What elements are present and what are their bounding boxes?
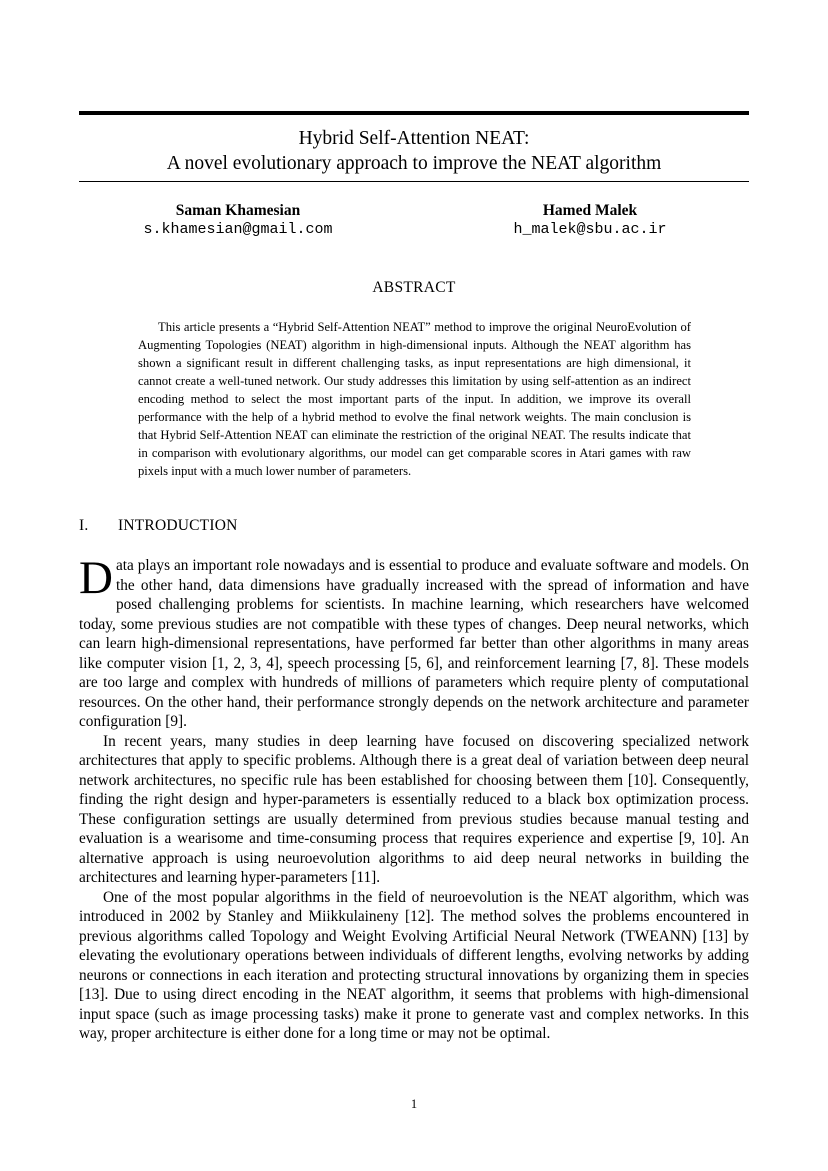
author-block-1 bbox=[118, 201, 358, 240]
author-name: Hamed Malek bbox=[542, 202, 638, 219]
paragraph-1 bbox=[79, 552, 749, 732]
title-line-1: Hybrid Self-Attention NEAT: bbox=[298, 128, 530, 149]
abstract-text: This article presents a “Hybrid Self-Attention NEAT” method to improve the original NeuroEvolution of Augmenting Topologies (NEAT) algorithm in high-dimensional inputs. Although the NEAT algorithm has shown a significant result in different challenging tasks, as input representations are high dimensional, it cannot create a well-tuned network. Our study addresses this limitation by using self-attention as an indirect encoding method to select the most important parts of the input. In addition, we improve its overall performance with the help of a hybrid method to evolve the final network weights. The main conclusion is that Hybrid Self-Attention NEAT can eliminate the restriction of the original NEAT. The results indicate that in comparison with evolutionary algorithms, our model can get comparable scores in Atari games with raw pixels input with a much lower number of parameters. bbox=[138, 320, 691, 478]
paper-title bbox=[79, 126, 749, 176]
section-title: INTRODUCTION bbox=[118, 517, 238, 534]
paragraph-2: In recent years, many studies in deep learning have focused on discovering specialized network architectures that apply to specific problems. Although there is a great deal of variation between deep neural network architectures, no specific rule has been established for choosing between them [10]. Consequently, finding the right design and hyper-parameters is essentially reduced to a black box optimization process. These configuration settings are usually determined from previous studies because manual testing and evaluation is a wearisome and time-consuming process that requires experience and expertise [9, 10]. An alternative approach is using neuroevolution algorithms to aid deep neural networks in building the architectures and learning hyper-parameters [11]. bbox=[79, 732, 749, 886]
author-name: Saman Khamesian bbox=[175, 202, 301, 219]
author-block-2 bbox=[470, 201, 710, 240]
author-email[interactable]: s.khamesian@gmail.com bbox=[143, 221, 333, 238]
title-top-rule bbox=[79, 111, 749, 115]
introduction-body bbox=[79, 552, 749, 1044]
title-line-2: A novel evolutionary approach to improve the NEAT algorithm bbox=[166, 153, 662, 174]
author-email[interactable]: h_malek@sbu.ac.ir bbox=[513, 221, 667, 238]
page-number: 1 bbox=[410, 1097, 418, 1111]
section-heading bbox=[79, 517, 238, 535]
paragraph-1-text: ata plays an important role nowadays and is essential to produce and evaluate software and models. On the other hand, data dimensions have gradually increased with the spread of information and have posed challenging problems for scientists. In machine learning, which researchers have welcomed today, some previous studies are not compatible with these types of changes. Deep neural networks, which can learn high-dimensional representations, have performed far better than other algorithms in many areas like computer vision [1, 2, 3, 4], speech processing [5, 6], and reinforcement learning [7, 8]. These models are too large and complex with hundreds of millions of parameters which require plenty of computational resources. On the other hand, their performance strongly depends on the network architecture and parameter configuration [9]. bbox=[79, 557, 749, 730]
title-bottom-rule bbox=[79, 181, 749, 182]
drop-cap: D bbox=[79, 552, 113, 604]
paragraph-3: One of the most popular algorithms in the field of neuroevolution is the NEAT algorithm, which was introduced in 2002 by Stanley and Miikkulaineny [12]. The method solves the problems encountered in previous algorithms called Topology and Weight Evolving Artificial Neural Network (TWEANN) [13] by elevating the evolutionary operations between individuals of different lengths, evolving networks by adding neurons or connections in each iteration and protecting structural innovations by organizing them in species [13]. Due to using direct encoding in the NEAT algorithm, it seems that problems with high-dimensional input space (such as image processing tasks) make it prone to generate vast and complex networks. In this way, proper architecture is either done for a long time or may not be optimal. bbox=[79, 888, 749, 1042]
section-number: I. bbox=[79, 517, 89, 534]
abstract-heading: ABSTRACT bbox=[372, 279, 456, 296]
